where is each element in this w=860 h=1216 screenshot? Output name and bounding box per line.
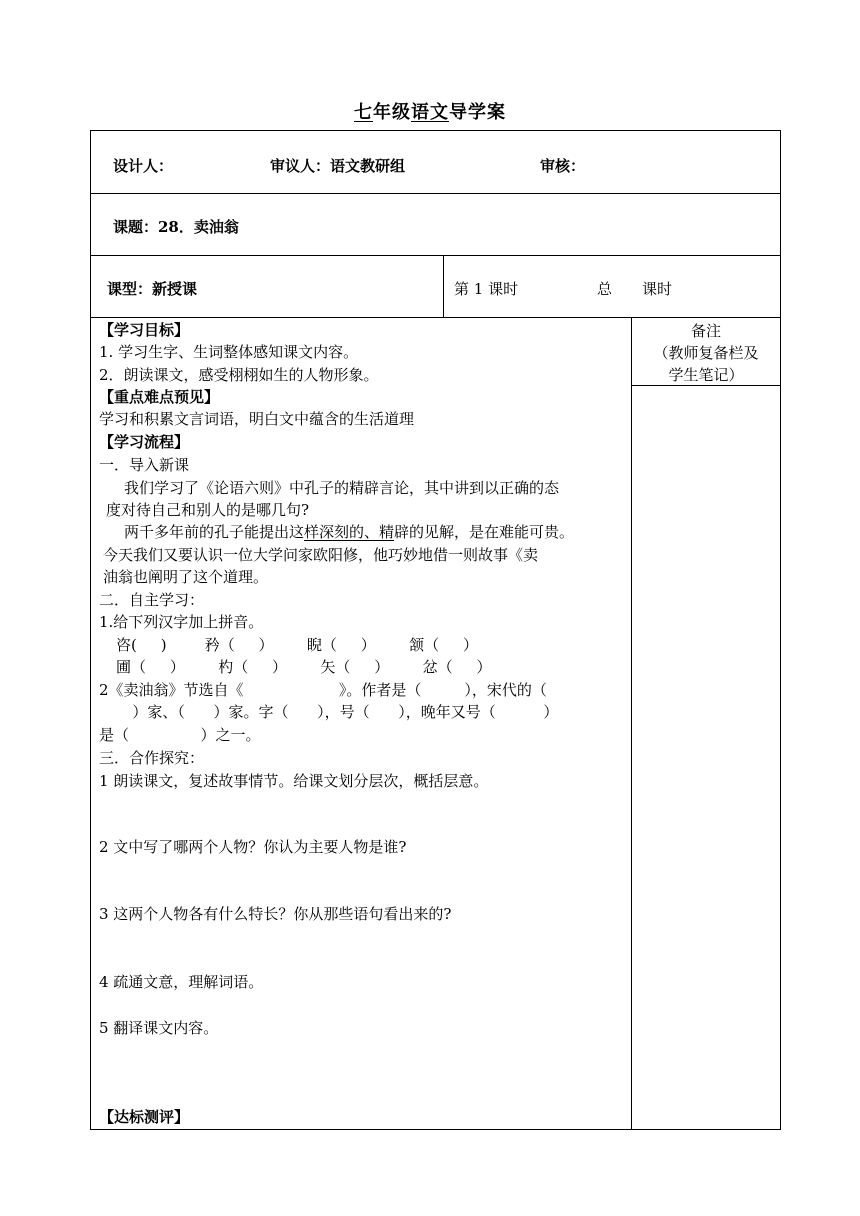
lesson-type-label: 课型：新授课 [107,280,198,298]
keys-text: 学习和积累文言词语，明白文中蕴含的生活道理 [99,410,415,428]
section-1-para-2b: 今天我们又要认识一位大学问家欧阳修，他巧妙地借一则故事《卖 [103,546,539,564]
section-3-question-2: 2 文中写了哪两个人物？你认为主要人物是谁? [99,838,407,856]
reviewer-label: 审议人：语文教研组 [270,157,406,175]
topic-label: 课题：28．卖油翁 [113,218,239,236]
section-2-question-1: 1.给下列汉字加上拼音。 [99,613,264,631]
section-2-title: 二．自主学习： [99,591,205,609]
section-3-question-4: 4 疏通文意，理解词语。 [99,973,264,991]
notes-line-3: 学生笔记） [668,366,744,384]
topic-row [90,193,781,256]
section-3-question-1: 1 朗读课文，复述故事情节。给课文划分层次，概括层意。 [99,772,489,790]
lesson-row [90,255,781,318]
designer-label: 设计人： [113,157,174,175]
section-2-question-2c: 是（ ）之一。 [99,726,261,744]
section-1-para-2a [124,522,574,542]
section-2-question-2b: ）家、（ ）家。字（ ），号（ ），晚年又号（ ） [99,703,559,721]
pinyin-row-2: 圃（ ） 杓（ ） 矢（ ） 忿（ ） [116,658,492,676]
section-3-question-3: 3 这两个人物各有什么特长？你从那些语句看出来的? [99,905,452,923]
flow-title: 【学习流程】 [99,433,190,451]
header-row [90,130,781,194]
goals-title: 【学习目标】 [99,321,190,339]
content-box [90,317,781,1130]
notes-line-1: 备注 [690,322,721,340]
evaluation-title: 【达标测评】 [99,1108,190,1126]
title-part-3: 语文 [411,102,449,123]
notes-divider [631,318,632,1129]
section-2-question-2a: 2《卖油翁》节选自《 》。作者是（ ），宋代的（ [99,681,547,699]
section-1-para-2c: 油翁也阐明了这个道理。 [103,568,269,586]
notes-header [632,320,780,386]
para-2a-pre: 两千多年前的孔子能提出这 [124,523,305,541]
section-3-title: 三．合作探究： [99,749,205,767]
title-part-2: 年级 [373,102,411,123]
section-1-title: 一．导入新课 [99,456,190,474]
section-1-para-1b: 度对待自己和别人的是哪几句? [106,501,310,519]
title-part-4: 导学案 [449,102,506,123]
section-1-para-1a: 我们学习了《论语六则》中孔子的精辟言论，其中讲到以正确的态 [124,479,560,497]
period-label: 第 1 课时 [454,280,519,298]
approver-label: 审核： [540,157,586,175]
goal-1: 1. 学习生字、生词整体感知课文内容。 [99,343,359,361]
keys-title: 【重点难点预见】 [99,388,220,406]
goal-2: 2．朗读课文，感受栩栩如生的人物形象。 [99,366,379,384]
total-label: 总 [597,280,613,298]
notes-header-rule [632,385,780,386]
title-part-1: 七 [354,102,373,123]
total-suffix: 课时 [642,280,673,298]
notes-line-2: （教师复备栏及 [653,344,759,362]
para-2a-underlined: 样深刻的、精 [304,523,395,541]
page-title [0,98,860,124]
pinyin-row-1: 咨( ) 矜（ ） 睨（ ） 颔（ ） [116,636,478,654]
para-2a-post: 辟的见解，是在难能可贵。 [394,523,575,541]
lesson-divider [443,256,444,317]
section-3-question-5: 5 翻译课文内容。 [99,1019,219,1037]
